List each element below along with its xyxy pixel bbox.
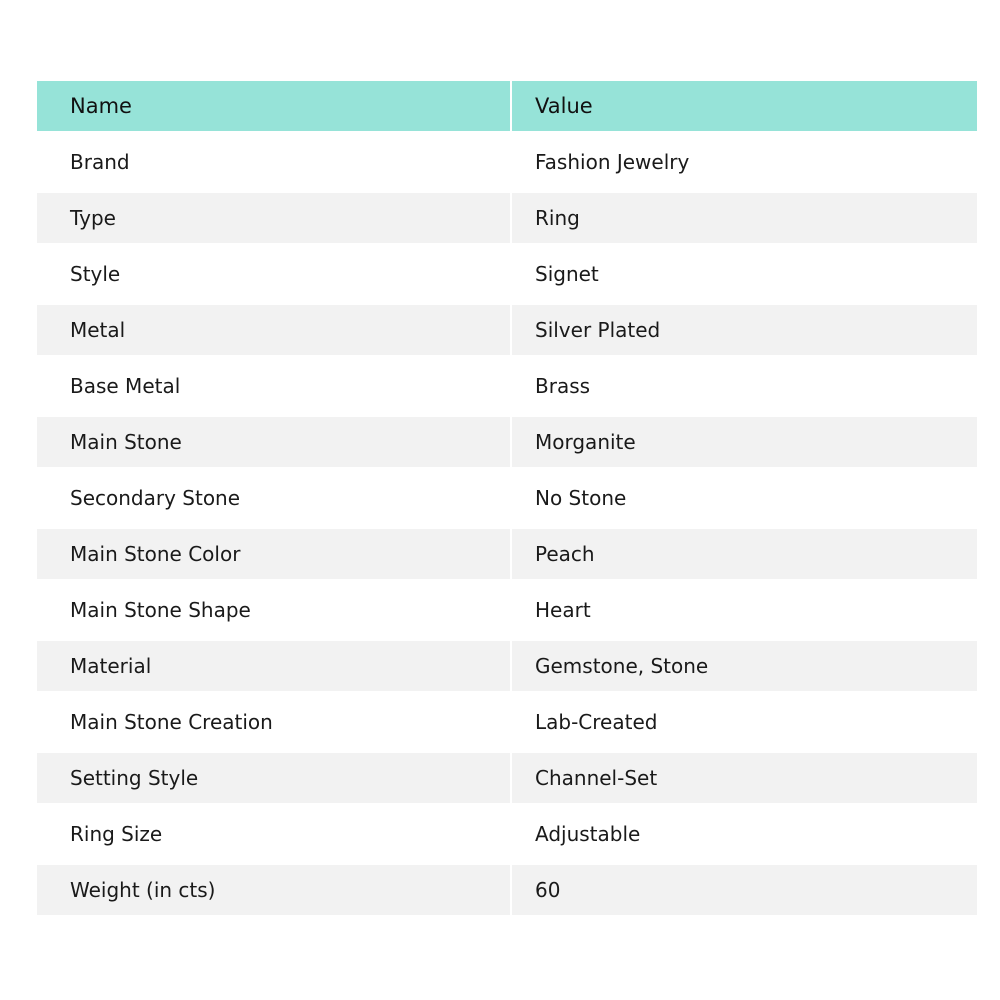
table-row (37, 641, 977, 691)
row-name-cell: Brand (37, 137, 510, 187)
row-name-cell: Main Stone Creation (37, 697, 510, 747)
row-value-cell: Heart (510, 585, 977, 635)
column-header-value: Value (510, 81, 977, 131)
table-row (37, 361, 977, 411)
table-row (37, 193, 977, 243)
row-name-cell: Secondary Stone (37, 473, 510, 523)
table-row (37, 697, 977, 747)
row-value-cell: Brass (510, 361, 977, 411)
table-row (37, 305, 977, 355)
table-row (37, 473, 977, 523)
row-value-cell: Ring (510, 193, 977, 243)
row-value-cell: Silver Plated (510, 305, 977, 355)
row-value-cell: Channel-Set (510, 753, 977, 803)
table-row (37, 865, 977, 915)
table-row (37, 529, 977, 579)
row-value-cell: Fashion Jewelry (510, 137, 977, 187)
row-value-cell: Morganite (510, 417, 977, 467)
table-row (37, 249, 977, 299)
row-name-cell: Weight (in cts) (37, 865, 510, 915)
table-row (37, 585, 977, 635)
table-row (37, 809, 977, 859)
row-name-cell: Base Metal (37, 361, 510, 411)
table-body (37, 137, 977, 915)
row-name-cell: Main Stone (37, 417, 510, 467)
row-value-cell: No Stone (510, 473, 977, 523)
column-header-name: Name (37, 81, 510, 131)
row-name-cell: Main Stone Shape (37, 585, 510, 635)
spec-table (37, 81, 977, 915)
row-value-cell: Lab-Created (510, 697, 977, 747)
row-name-cell: Material (37, 641, 510, 691)
row-name-cell: Metal (37, 305, 510, 355)
row-value-cell: Signet (510, 249, 977, 299)
table-row (37, 417, 977, 467)
row-name-cell: Ring Size (37, 809, 510, 859)
row-name-cell: Type (37, 193, 510, 243)
row-name-cell: Style (37, 249, 510, 299)
table-row (37, 753, 977, 803)
row-value-cell: Gemstone, Stone (510, 641, 977, 691)
row-name-cell: Setting Style (37, 753, 510, 803)
row-value-cell: Adjustable (510, 809, 977, 859)
row-value-cell: 60 (510, 865, 977, 915)
table-header-row (37, 81, 977, 131)
row-name-cell: Main Stone Color (37, 529, 510, 579)
row-value-cell: Peach (510, 529, 977, 579)
table-row (37, 137, 977, 187)
